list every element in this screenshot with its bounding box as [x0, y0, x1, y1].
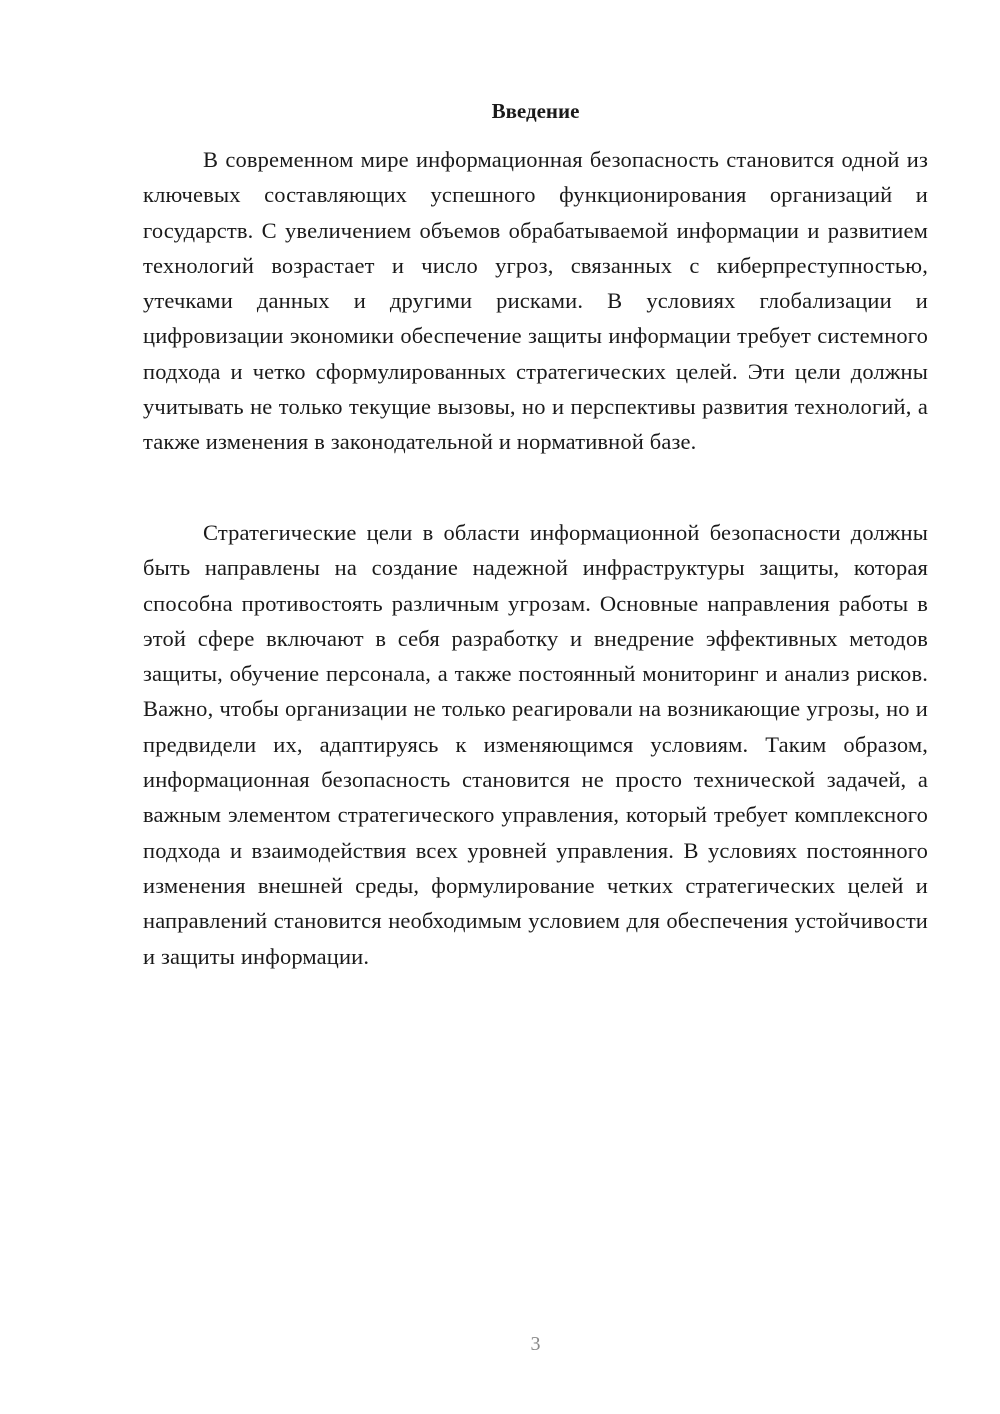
paragraph-intro: В современном мире информационная безопасность становится одной из ключевых составляющих успешного функционирования организаций и государств. С увеличением объемов обрабатываемой информации и развитием технологий возрастает и число угроз, связанных с киберпреступностью, утечками данных и другими рисками. В условиях глобализации и цифровизации экономики обеспечение защиты информации требует системного подхода и четко сформулированных стратегических целей. Эти цели должны учитывать не только текущие вызовы, но и перспективы развития технологий, а также изменения в законодательной и нормативной базе. [143, 147, 928, 455]
page-number: 3 [530, 1333, 541, 1355]
paragraph-strategic-goals: Стратегические цели в области информационной безопасности должны быть направлены на создание надежной инфраструктуры защиты, которая способна противостоять различным угрозам. Основные направления работы в этой сфере включают в себя разработку и внедрение эффективных методов защиты, обучение персонала, а также постоянный мониторинг и анализ рисков. Важно, чтобы организации не только реагировали на возникающие угрозы, но и предвидели их, адаптируясь к изменяющимся условиям. Таким образом, информационная безопасность становится не просто технической задачей, а важным элементом стратегического управления, который требует комплексного подхода и взаимодействия всех уровней управления. В условиях постоянного изменения внешней среды, формулирование четких стратегических целей и направлений становится необходимым условием для обеспечения устойчивости и защиты информации. [143, 520, 928, 969]
page-title: Введение [491, 99, 580, 123]
